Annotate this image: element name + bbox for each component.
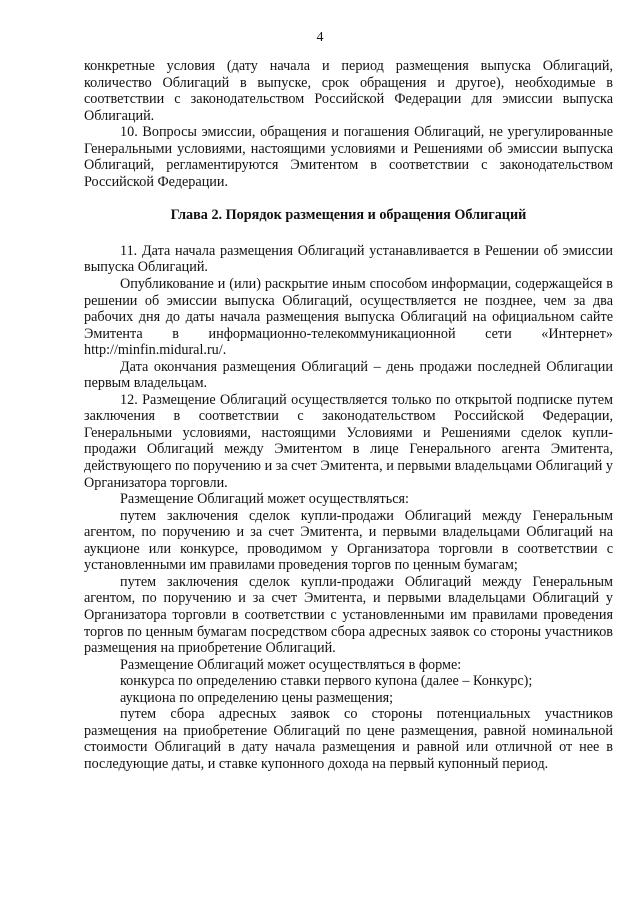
paragraph-placement-methods: Размещение Облигаций может осуществляться: bbox=[120, 491, 409, 508]
paragraph-placement-forms: Размещение Облигаций может осуществляться в форме: bbox=[120, 656, 462, 673]
list-item-auction: аукциона по определению цены размещения; bbox=[120, 689, 394, 706]
document-body bbox=[84, 58, 613, 772]
paragraph-bookbuilding-method: путем заключения сделок купли-продажи Облигаций между Генеральным агентом, по поручению и за счет Эмитента, и первыми владельцами Облигаций у Организатора торговли в соответствии с установленными им правилами проведения торгов по ценным бумагам посредством сбора адресных заявок со стороны участников размещения на приобретение Облигаций. bbox=[84, 573, 613, 657]
paragraph-continuation: конкретные условия (дату начала и период размещения выпуска Облигаций, количество Облигаций в выпуске, срок обращения и другое), необходимые в соответствии с законодательством Российской Федерации для эмиссии выпуска Облигаций. bbox=[84, 58, 613, 124]
paragraph-10: 10. Вопросы эмиссии, обращения и погашения Облигаций, не урегулированные Генеральными условиями, настоящими условиями и Решениями об эмиссии выпуска Облигаций, регламентируются Эмитентом в соответствии с законодательством Российской Федерации. bbox=[84, 124, 613, 190]
paragraph-11: 11. Дата начала размещения Облигаций устанавливается в Решении об эмиссии выпуска Облигаций. bbox=[84, 242, 613, 276]
paragraph-publication: Опубликование и (или) раскрытие иным способом информации, содержащейся в решении об эмиссии выпуска Облигаций, осуществляется не позднее, чем за два рабочих дня до даты начала размещения выпуска Облигаций на официальном сайте Эмитента в информационно-телекоммуникационной сети «Интернет» http://minfin.midural.ru/. bbox=[84, 276, 613, 359]
page-number: 4 bbox=[316, 30, 324, 45]
paragraph-auction-method: путем заключения сделок купли-продажи Облигаций между Генеральным агентом, по поручению и за счет Эмитента, и первыми владельцами Облигаций на аукционе или конкурсе, проводимом у Организатора торговли в соответствии с установленными им правилами проведения торгов по ценным бумагам; bbox=[84, 507, 613, 574]
paragraph-12: 12. Размещение Облигаций осуществляется только по открытой подписке путем заключения в соответствии с законодательством Российской Федерации, Генеральными условиями, настоящими Условиями и Решениями сделок купли-продажи Облигаций между Эмитентом в лице Генерального агента Эмитента, действующего по поручению и за счет Эмитента, и первыми владельцами Облигаций у Организатора торговли. bbox=[84, 391, 613, 491]
paragraph-end-date: Дата окончания размещения Облигаций – день продажи последней Облигации первым владельцам. bbox=[84, 358, 613, 392]
list-item-bookbuilding: путем сбора адресных заявок со стороны потенциальных участников размещения на приобретение Облигаций по цене размещения, равной номинальной стоимости Облигаций в дату начала размещения и равной или отличной от нее в последующие даты, и ставке купонного дохода на первый купонный период. bbox=[84, 706, 613, 772]
chapter-heading: Глава 2. Порядок размещения и обращения Облигаций bbox=[170, 207, 527, 224]
list-item-contest: конкурса по определению ставки первого купона (далее – Конкурс); bbox=[120, 673, 533, 690]
